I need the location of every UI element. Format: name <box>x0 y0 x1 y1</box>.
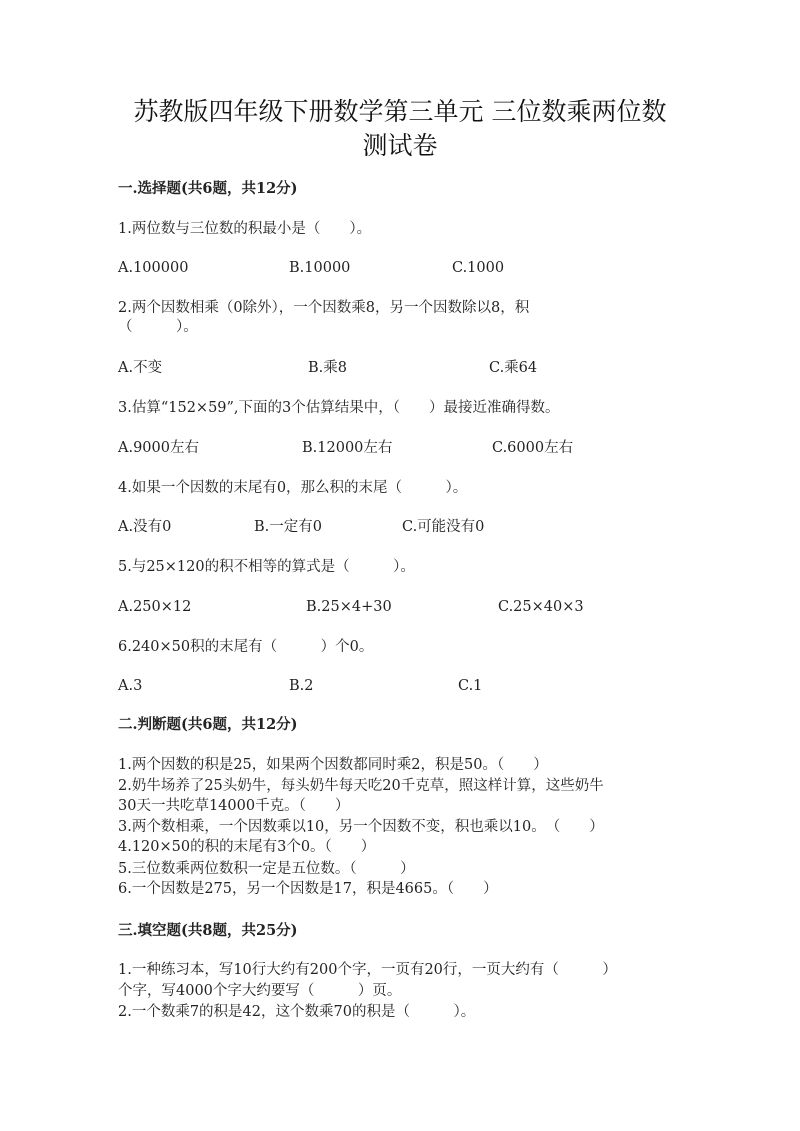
option-c: C.乘64 <box>489 360 538 376</box>
question-2-cont: （ ）。 <box>118 319 198 335</box>
judge-item: 1.两个因数的积是25，如果两个因数都同时乘2，积是50。（ ） <box>118 757 548 773</box>
fill-item: 1.一种练习本，写10行大约有200个字，一页有20行，一页大约有（ ） <box>118 962 617 978</box>
option-a: A.3 <box>118 678 143 694</box>
option-c: C.可能没有0 <box>402 519 485 535</box>
option-a: A.没有0 <box>118 519 172 535</box>
judge-item: 3.两个数相乘，一个因数乘以10，另一个因数不变，积也乘以10。 （ ） <box>118 819 604 835</box>
page-title-line2: 测试卷 <box>362 131 438 160</box>
option-a: A.不变 <box>118 360 163 376</box>
option-c: C.25×40×3 <box>498 599 584 615</box>
option-c: C.1000 <box>452 260 505 276</box>
fill-item: 2.一个数乘7的积是42，这个数乘70的积是（ ）。 <box>118 1004 476 1020</box>
option-a: A.250×12 <box>118 599 192 615</box>
option-c: C.1 <box>458 678 483 694</box>
option-b: B.25×4+30 <box>306 599 392 615</box>
section-heading-judge: 二.判断题(共6题，共12分) <box>118 716 298 733</box>
option-b: B.乘8 <box>308 360 347 376</box>
judge-item-cont: 30天一共吃草14000千克。（ ） <box>118 798 350 814</box>
question-2: 2.两个因数相乘（0除外），一个因数乘8，另一个因数除以8，积 <box>118 300 530 316</box>
option-b: B.2 <box>289 678 314 694</box>
judge-item: 6.一个因数是275，另一个因数是17，积是4665。（ ） <box>118 881 498 897</box>
judge-item: 4.120×50的积的末尾有3个0。（ ） <box>118 839 376 855</box>
section-heading-fill: 三.填空题(共8题，共25分) <box>118 922 298 939</box>
question-3: 3.估算“152×59”,下面的3个估算结果中，（ ）最接近准确得数。 <box>118 400 560 416</box>
option-b: B.12000左右 <box>302 440 393 456</box>
fill-item-cont: 个字，写4000个字大约要写（ ）页。 <box>118 983 402 999</box>
option-c: C.6000左右 <box>492 440 574 456</box>
section-heading-choice: 一.选择题(共6题，共12分) <box>118 180 298 197</box>
option-a: A.9000左右 <box>118 440 199 456</box>
question-5: 5.与25×120的积不相等的算式是（ ）。 <box>118 559 415 575</box>
option-b: B.一定有0 <box>254 519 322 535</box>
question-6: 6.240×50积的末尾有（ ）个0。 <box>118 639 374 655</box>
option-a: A.100000 <box>118 260 189 276</box>
judge-item: 2.奶牛场养了25头奶牛，每头奶牛每天吃20千克草，照这样计算，这些奶牛 <box>118 778 604 794</box>
option-b: B.10000 <box>289 260 351 276</box>
page-title: 苏教版四年级下册数学第三单元 三位数乘两位数 <box>133 97 667 126</box>
question-1: 1.两位数与三位数的积最小是（ ）。 <box>118 221 372 237</box>
judge-item: 5.三位数乘两位数积一定是五位数。（ ） <box>118 861 415 877</box>
question-4: 4.如果一个因数的末尾有0，那么积的末尾（ ）。 <box>118 480 468 496</box>
